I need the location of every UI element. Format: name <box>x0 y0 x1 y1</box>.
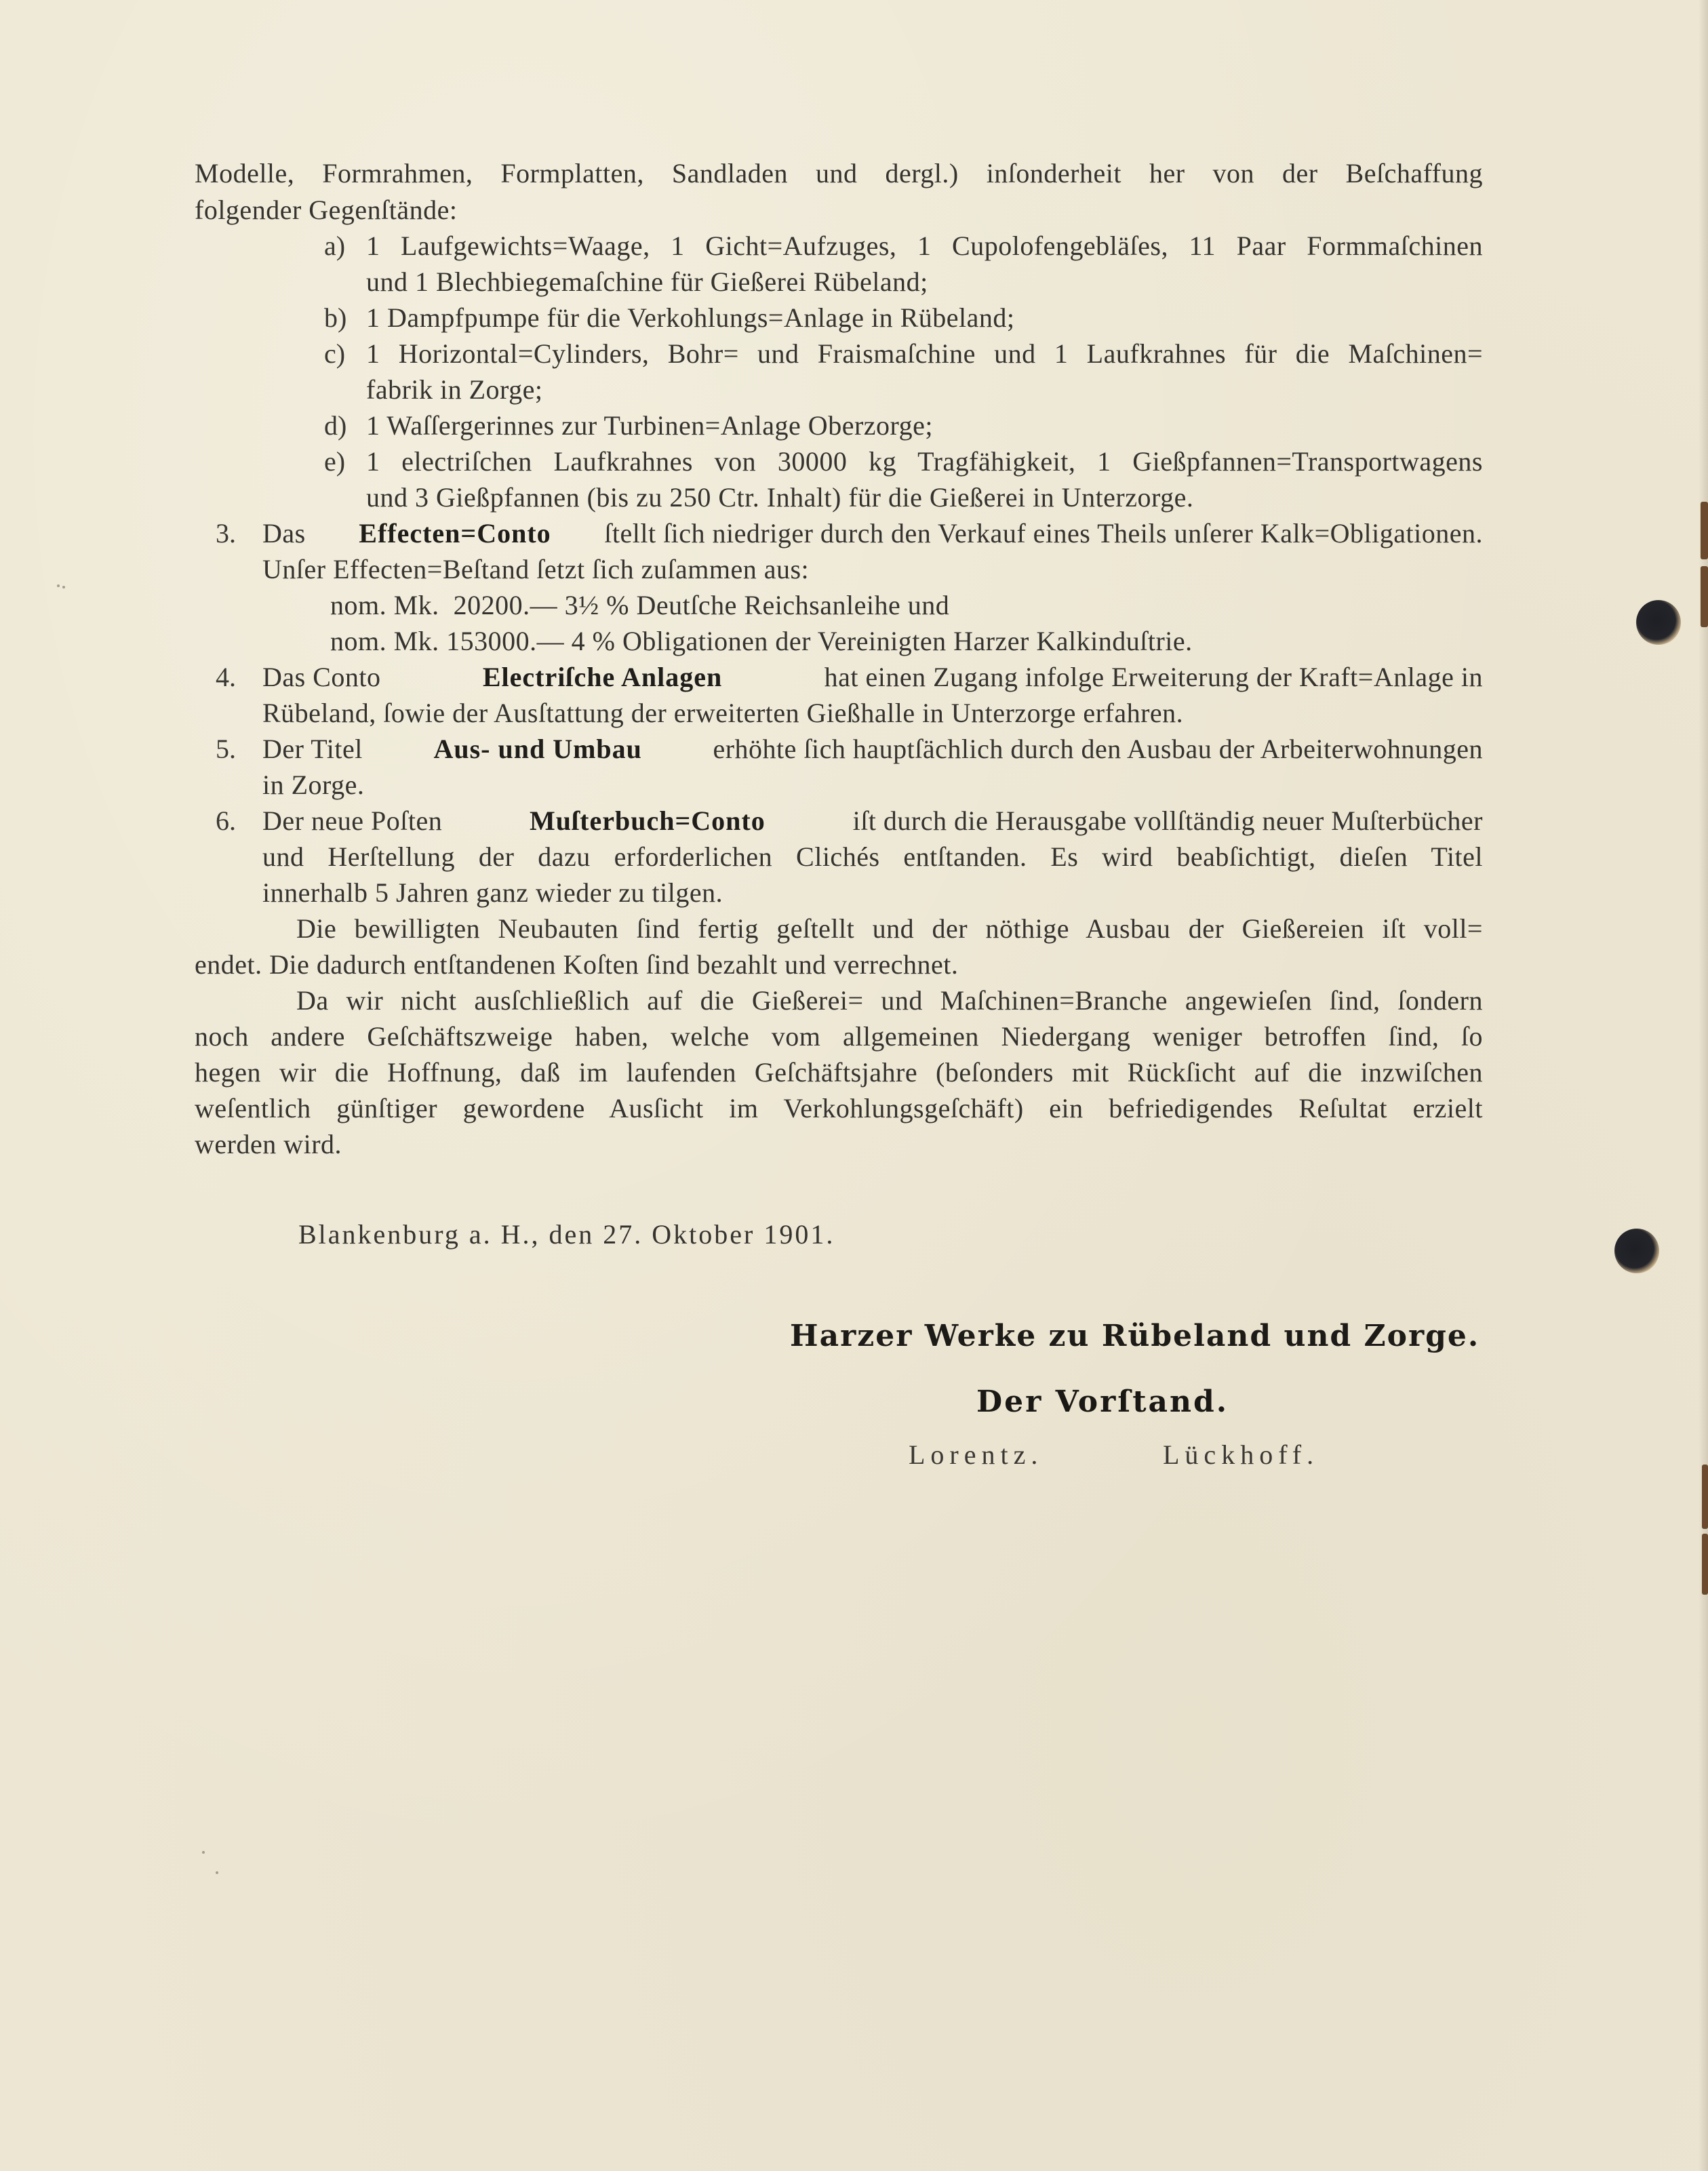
item-6-line <box>262 803 1483 839</box>
holding-line: nom. Mk. 153000.— 4 % Obligationen der Vereinigten Harzer Kalkinduſtrie. <box>330 626 1193 656</box>
item-marker: c) <box>324 338 346 369</box>
paragraph-line: werden wird. <box>195 1129 342 1159</box>
item-number: 6. <box>216 805 236 836</box>
item-3-heading: Effecten=Conto <box>359 518 551 549</box>
item-number: 3. <box>216 518 236 549</box>
item-5-text: Der Titel <box>262 734 363 764</box>
item-5-heading: Aus- und Umbau <box>433 734 642 764</box>
item-a-line: und 1 Blechbiegemaſchine für Gießerei Rübeland; <box>366 266 928 297</box>
item-6-heading: Muſterbuch=Conto <box>530 805 766 836</box>
item-marker: d) <box>324 410 347 441</box>
item-marker: b) <box>324 302 347 333</box>
item-e-line: und 3 Gießpfannen (bis zu 250 Ctr. Inhalt) für die Gießerei in Unterzorge. <box>366 482 1194 513</box>
paper-speck <box>202 1851 205 1854</box>
binding-mark <box>1702 1465 1708 1529</box>
holding-line: nom. Mk. 20200.— 3½ % Deutſche Reichsanleihe und <box>330 590 950 620</box>
item-6-line: und Herſtellung der dazu erforderlichen Clichés entſtanden. Es wird beabſichtigt, dieſen Titel <box>262 841 1483 872</box>
paragraph-line: endet. Die dadurch entſtandenen Koſten ſind bezahlt und verrechnet. <box>195 949 959 980</box>
place-date: Blankenburg a. H., den 27. Oktober 1901. <box>298 1219 835 1250</box>
paragraph-line: hegen wir die Hoffnung, daß im laufenden Geſchäftsjahre (beſonders mit Rückſicht auf die inzwiſchen <box>195 1057 1483 1088</box>
item-4-line <box>262 660 1483 695</box>
punch-hole-top <box>1636 600 1681 645</box>
signatory-lorentz: Lorentz. <box>909 1439 1044 1470</box>
item-b-line: 1 Dampfpumpe für die Verkohlungs=Anlage in Rübeland; <box>366 302 1015 333</box>
paragraph-line: noch andere Geſchäftszweige haben, welche vom allgemeinen Niedergang weniger betroffen ſind, ſo <box>195 1021 1483 1052</box>
punch-hole-bottom <box>1614 1229 1659 1273</box>
item-marker: a) <box>324 231 346 261</box>
item-3-text: Das <box>262 518 306 549</box>
item-3-line: Unſer Effecten=Beſtand ſetzt ſich zuſammen aus: <box>262 554 810 584</box>
item-5-line: in Zorge. <box>262 770 365 800</box>
item-3-line <box>262 516 1483 551</box>
item-4-text: hat einen Zugang infolge Erweiterung der Kraft=Anlage in <box>824 662 1483 692</box>
binding-mark <box>1702 1534 1708 1595</box>
item-marker: e) <box>324 446 346 477</box>
item-6-line: innerhalb 5 Jahren ganz wieder zu tilgen. <box>262 877 723 908</box>
item-a-line: 1 Laufgewichts=Waage, 1 Gicht=Aufzuges, 1 Cupolofengebläſes, 11 Paar Formmaſchinen <box>366 231 1483 261</box>
item-3-text: ſtellt ſich niedriger durch den Verkauf eines Theils unſerer Kalk=Obligationen. <box>604 518 1483 549</box>
item-4-heading: Electriſche Anlagen <box>482 662 723 692</box>
item-c-line: 1 Horizontal=Cylinders, Bohr= und Fraismaſchine und 1 Laufkrahnes für die Maſchinen= <box>366 338 1483 369</box>
item-c-line: fabrik in Zorge; <box>366 374 543 405</box>
signatory-lueckhoff: Lückhoff. <box>1163 1439 1319 1470</box>
item-e-line: 1 electriſchen Laufkrahnes von 30000 kg Tragfähigkeit, 1 Gießpfannen=Transportwagens <box>366 446 1483 477</box>
company-name: Harzer Werke zu Rübeland und Zorge. <box>790 1319 1480 1353</box>
item-d-line: 1 Waſſergerinnes zur Turbinen=Anlage Oberzorge; <box>366 410 933 441</box>
item-number: 4. <box>216 662 236 692</box>
item-6-text: iſt durch die Herausgabe vollſtändig neuer Muſterbücher <box>852 805 1483 836</box>
board-title: Der Vorſtand. <box>976 1385 1229 1419</box>
page-edge <box>1699 0 1708 2171</box>
item-5-text: erhöhte ſich hauptſächlich durch den Ausbau der Arbeiterwohnungen <box>713 734 1483 764</box>
intro-line: Modelle, Formrahmen, Formplatten, Sandladen und dergl.) inſonderheit her von der Beſchaffung <box>195 158 1483 188</box>
item-6-text: Der neue Poſten <box>262 805 443 836</box>
item-number: 5. <box>216 734 236 764</box>
item-4-line: Rübeland, ſowie der Ausſtattung der erweiterten Gießhalle in Unterzorge erfahren. <box>262 698 1184 728</box>
paragraph-line: Die bewilligten Neubauten ſind fertig geſtellt und der nöthige Ausbau der Gießereien iſt voll= <box>296 913 1483 944</box>
paper-speck <box>216 1871 218 1874</box>
paragraph-line: Da wir nicht ausſchließlich auf die Gießerei= und Maſchinen=Branche angewieſen ſind, ſondern <box>296 985 1483 1016</box>
item-4-text: Das Conto <box>262 662 381 692</box>
item-5-line <box>262 732 1483 767</box>
paper-speck <box>62 586 65 589</box>
paper-speck <box>57 584 60 587</box>
paragraph-line: weſentlich günſtiger gewordene Ausſicht im Verkohlungsgeſchäft) ein befriedigendes Reſultat erzielt <box>195 1093 1483 1123</box>
binding-mark <box>1701 502 1708 559</box>
binding-mark <box>1701 566 1708 627</box>
intro-line: folgender Gegenſtände: <box>195 195 458 225</box>
